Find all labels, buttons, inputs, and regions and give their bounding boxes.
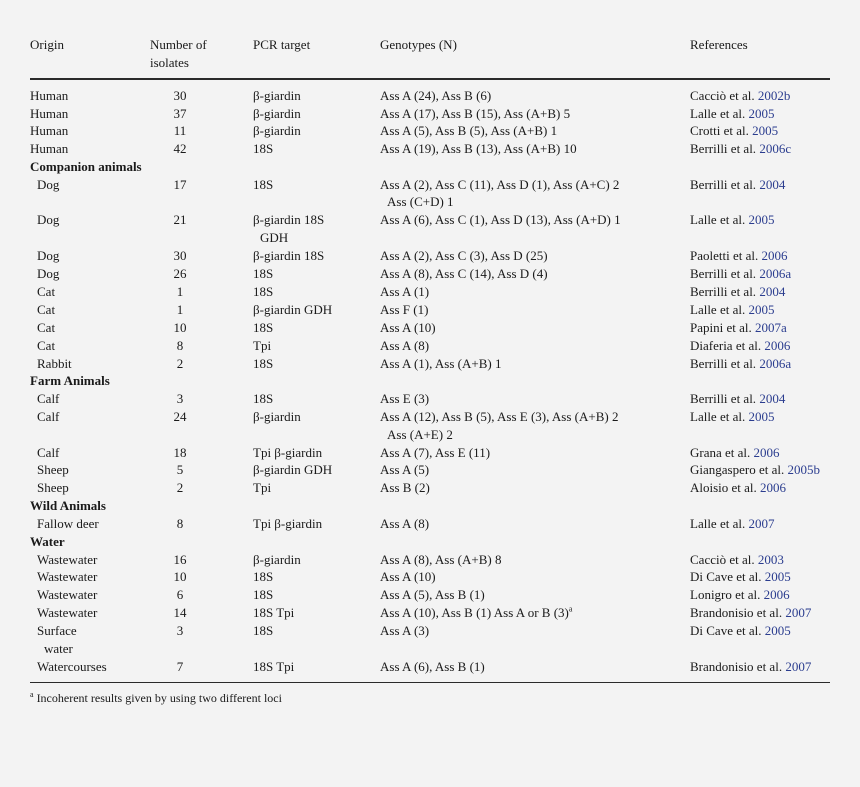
table-row <box>0 337 860 355</box>
reference-cell: Lalle et al. 2005 <box>690 409 775 424</box>
origin-cell: Sheep <box>37 462 69 477</box>
origin-cell: Cat <box>37 302 56 317</box>
genotypes-cell: Ass A (19), Ass B (13), Ass (A+B) 10 <box>380 141 577 156</box>
table-row-continuation <box>0 640 860 658</box>
isolates-cell: 30 <box>173 88 187 103</box>
pcr-cell: β-giardin <box>253 106 301 121</box>
table-row <box>0 390 860 408</box>
table-row <box>0 211 860 229</box>
reference-cell: Di Cave et al. 2005 <box>690 569 791 584</box>
reference-year-link[interactable]: 2006 <box>753 445 780 460</box>
table-row <box>0 444 860 462</box>
origin-cell: Surface <box>37 623 77 638</box>
pcr-cell: 18S <box>253 587 274 602</box>
reference-year-link[interactable]: 2006 <box>764 338 791 353</box>
header-pcr-target: PCR target <box>253 37 311 52</box>
origin-cell-continued: water <box>44 641 73 656</box>
reference-year-link[interactable]: 2006a <box>759 356 792 371</box>
table-row-continuation <box>0 193 860 211</box>
reference-year-link[interactable]: 2005 <box>764 623 791 638</box>
reference-year-link[interactable]: 2007a <box>755 320 787 335</box>
pcr-cell: β-giardin 18S <box>253 248 325 263</box>
reference-year-link[interactable]: 2007 <box>748 516 775 531</box>
genotypes-cell: Ass A (10) <box>380 569 436 584</box>
reference-cell: Brandonisio et al. 2007 <box>690 659 812 674</box>
reference-cell: Crotti et al. 2005 <box>690 123 779 138</box>
table-row <box>0 658 860 676</box>
reference-cell: Cacciò et al. 2002b <box>690 88 791 103</box>
table-row <box>0 140 860 158</box>
table-row-continuation <box>0 426 860 444</box>
isolates-cell: 17 <box>173 177 187 192</box>
reference-cell: Lalle et al. 2005 <box>690 302 775 317</box>
pcr-cell: β-giardin 18S <box>253 212 325 227</box>
reference-year-link[interactable]: 2006c <box>759 141 792 156</box>
reference-cell: Berrilli et al. 2006a <box>690 266 792 281</box>
genotypes-cell: Ass A (6), Ass C (1), Ass D (13), Ass (A+D) 1 <box>380 212 621 227</box>
reference-year-link[interactable]: 2005 <box>748 302 775 317</box>
pcr-cell: 18S <box>253 320 274 335</box>
header-number-line2: isolates <box>150 55 189 70</box>
genotypes-cell: Ass A (5) <box>380 462 430 477</box>
isolates-cell: 7 <box>176 659 184 674</box>
reference-cell: Lalle et al. 2005 <box>690 106 775 121</box>
genotypes-cell: Ass A (8) <box>380 338 430 353</box>
pcr-cell: Tpi <box>253 338 272 353</box>
section-heading-farm: Farm Animals <box>30 373 110 388</box>
reference-cell: Berrilli et al. 2004 <box>690 177 786 192</box>
isolates-cell: 10 <box>173 569 187 584</box>
pcr-cell: 18S Tpi <box>253 605 295 620</box>
table-row <box>0 176 860 194</box>
footnote-marker: a <box>568 604 573 614</box>
reference-year-link[interactable]: 2005 <box>764 569 791 584</box>
genotypes-cell: Ass A (12), Ass B (5), Ass E (3), Ass (A+B) 2 <box>380 409 619 424</box>
table-row <box>0 122 860 140</box>
reference-year-link[interactable]: 2004 <box>759 177 786 192</box>
reference-cell: Lalle et al. 2005 <box>690 212 775 227</box>
pcr-cell: Tpi β-giardin <box>253 445 323 460</box>
pcr-cell: 18S <box>253 623 274 638</box>
reference-cell: Di Cave et al. 2005 <box>690 623 791 638</box>
origin-cell: Cat <box>37 320 56 335</box>
genotypes-cell: Ass A (8), Ass C (14), Ass D (4) <box>380 266 548 281</box>
reference-cell: Paoletti et al. 2006 <box>690 248 788 263</box>
reference-cell: Berrilli et al. 2006a <box>690 356 792 371</box>
pcr-cell: Tpi β-giardin <box>253 516 323 531</box>
pcr-cell: 18S <box>253 284 274 299</box>
table-row <box>0 265 860 283</box>
pcr-cell: β-giardin <box>253 552 301 567</box>
pcr-cell: β-giardin <box>253 123 301 138</box>
origin-cell: Watercourses <box>37 659 107 674</box>
origin-cell: Calf <box>37 445 60 460</box>
section-heading-companion: Companion animals <box>30 159 142 174</box>
isolates-cell: 2 <box>176 356 184 371</box>
isolates-cell: 21 <box>173 212 187 227</box>
reference-cell: Cacciò et al. 2003 <box>690 552 784 567</box>
table-row <box>0 622 860 640</box>
reference-cell: Berrilli et al. 2004 <box>690 284 786 299</box>
table-row <box>0 301 860 319</box>
isolates-cell: 8 <box>176 516 184 531</box>
genotypes-cell: Ass A (8) <box>380 516 430 531</box>
genotypes-cell: Ass A (2), Ass C (11), Ass D (1), Ass (A+C) 2 <box>380 177 620 192</box>
table-row <box>0 604 860 622</box>
origin-cell: Wastewater <box>37 569 98 584</box>
table-row <box>0 105 860 123</box>
pcr-cell: 18S Tpi <box>253 659 295 674</box>
isolates-cell: 1 <box>176 302 184 317</box>
reference-year-link[interactable]: 2004 <box>759 391 786 406</box>
pcr-cell: 18S <box>253 266 274 281</box>
origin-cell: Rabbit <box>37 356 72 371</box>
pcr-cell: 18S <box>253 569 274 584</box>
origin-cell: Dog <box>37 212 60 227</box>
genotypes-cell: Ass A (17), Ass B (15), Ass (A+B) 5 <box>380 106 571 121</box>
bottom-rule <box>30 682 830 683</box>
genotypes-cell: Ass A (6), Ass B (1) <box>380 659 485 674</box>
pcr-cell: 18S <box>253 356 274 371</box>
table-footnote <box>30 690 282 706</box>
reference-cell: Lonigro et al. 2006 <box>690 587 790 602</box>
reference-cell: Aloisio et al. 2006 <box>690 480 787 495</box>
section-heading-water: Water <box>30 534 65 549</box>
origin-cell: Human <box>30 141 69 156</box>
section-heading-wild: Wild Animals <box>30 498 106 513</box>
reference-year-link[interactable]: 2005 <box>752 123 779 138</box>
isolates-cell: 1 <box>176 284 184 299</box>
genotypes-cell: Ass A (24), Ass B (6) <box>380 88 492 103</box>
pcr-cell: β-giardin <box>253 88 301 103</box>
origin-cell: Calf <box>37 391 60 406</box>
header-references: References <box>690 37 748 52</box>
table-row <box>0 408 860 426</box>
origin-cell: Cat <box>37 338 56 353</box>
genotypes-cell: Ass A (7), Ass E (11) <box>380 445 491 460</box>
isolates-cell: 30 <box>173 248 187 263</box>
pcr-cell: 18S <box>253 177 274 192</box>
reference-cell: Papini et al. 2007a <box>690 320 787 335</box>
footnote-text: Incoherent results given by using two different loci <box>36 691 282 705</box>
reference-year-link[interactable]: 2007 <box>785 605 812 620</box>
table-row <box>0 568 860 586</box>
isolates-cell: 11 <box>173 123 187 138</box>
genotypes-cell: Ass A (1) <box>380 284 430 299</box>
table-row <box>0 355 860 373</box>
table-row <box>0 247 860 265</box>
genotypes-cell: Ass A (10), Ass B (1) Ass A or B $(3)^a$ <box>380 604 573 620</box>
isolates-cell: 6 <box>176 587 184 602</box>
genotypes-cell: Ass A (10) <box>380 320 436 335</box>
header-origin: Origin <box>30 37 64 52</box>
pcr-cell-continued: GDH <box>260 230 289 245</box>
pcr-cell: β-giardin GDH <box>253 302 333 317</box>
reference-cell: Lalle et al. 2007 <box>690 516 775 531</box>
isolates-cell: 24 <box>173 409 187 424</box>
isolates-cell: 5 <box>176 462 184 477</box>
pcr-cell: 18S <box>253 391 274 406</box>
origin-cell: Human <box>30 123 69 138</box>
reference-year-link[interactable]: 2005 <box>748 106 775 121</box>
origin-cell: Human <box>30 106 69 121</box>
table-row <box>0 551 860 569</box>
pcr-cell: β-giardin GDH <box>253 462 333 477</box>
genotypes-cell-continued: Ass (C+D) 1 <box>387 194 454 209</box>
reference-year-link[interactable]: 2007 <box>785 659 812 674</box>
genotypes-cell: Ass F (1) <box>380 302 429 317</box>
origin-cell: Sheep <box>37 480 69 495</box>
origin-cell: Fallow deer <box>37 516 99 531</box>
table-row <box>0 515 860 533</box>
genotypes-cell: Ass A (1), Ass (A+B) 1 <box>380 356 502 371</box>
reference-year-link[interactable]: 2006 <box>763 587 790 602</box>
table-row <box>0 87 860 105</box>
reference-cell: Brandonisio et al. 2007 <box>690 605 812 620</box>
reference-year-link[interactable]: 2005b <box>787 462 820 477</box>
reference-year-link[interactable]: 2006 <box>760 480 787 495</box>
reference-year-link[interactable]: 2006a <box>759 266 792 281</box>
pcr-cell: 18S <box>253 141 274 156</box>
pcr-cell: Tpi <box>253 480 272 495</box>
isolates-cell: 2 <box>176 480 184 495</box>
genotypes-cell: Ass E (3) <box>380 391 430 406</box>
origin-cell: Calf <box>37 409 60 424</box>
isolates-cell: 10 <box>173 320 187 335</box>
genotypes-cell: Ass B (2) <box>380 480 430 495</box>
isolates-cell: 3 <box>176 391 184 406</box>
isolates-cell: 3 <box>176 623 184 638</box>
table-row-continuation <box>0 229 860 247</box>
genotypes-cell: Ass A (8), Ass (A+B) 8 <box>380 552 502 567</box>
reference-year-link[interactable]: 2002b <box>757 88 791 103</box>
origin-cell: Dog <box>37 248 60 263</box>
reference-cell: Berrilli et al. 2006c <box>690 141 792 156</box>
isolates-cell: 37 <box>173 106 187 121</box>
genotypes-cell: Ass A (5), Ass B (1) <box>380 587 485 602</box>
isolates-cell: 14 <box>173 605 187 620</box>
table-row <box>0 461 860 479</box>
reference-year-link[interactable]: 2004 <box>759 284 786 299</box>
origin-cell: Human <box>30 88 69 103</box>
origin-cell: Cat <box>37 284 56 299</box>
reference-cell: Giangaspero et al. 2005b <box>690 462 820 477</box>
table-row <box>0 479 860 497</box>
isolates-cell: 16 <box>173 552 187 567</box>
genotypes-cell: Ass A (3) <box>380 623 430 638</box>
origin-cell: Wastewater <box>37 587 98 602</box>
isolates-cell: 26 <box>173 266 187 281</box>
reference-year-link[interactable]: 2003 <box>757 552 784 567</box>
header-rule <box>30 78 830 80</box>
reference-year-link[interactable]: 2006 <box>761 248 788 263</box>
isolates-cell: 42 <box>173 141 187 156</box>
pcr-cell: β-giardin <box>253 409 301 424</box>
header-genotypes: Genotypes (N) <box>380 37 457 52</box>
table-row <box>0 319 860 337</box>
origin-cell: Dog <box>37 266 60 281</box>
origin-cell: Wastewater <box>37 552 98 567</box>
reference-cell: Diaferia et al. 2006 <box>690 338 791 353</box>
footnote-mark: a <box>30 690 34 699</box>
table-row <box>0 283 860 301</box>
reference-year-link[interactable]: 2005 <box>748 409 775 424</box>
reference-cell: Berrilli et al. 2004 <box>690 391 786 406</box>
origin-cell: Wastewater <box>37 605 98 620</box>
origin-cell: Dog <box>37 177 60 192</box>
header-number-of-isolates <box>150 36 230 72</box>
genotypes-cell-continued: Ass (A+E) 2 <box>387 427 453 442</box>
isolates-cell: 18 <box>173 445 187 460</box>
header-number-line1: Number of <box>150 37 207 52</box>
table-row <box>0 586 860 604</box>
isolates-cell: 8 <box>176 338 184 353</box>
reference-cell: Grana et al. 2006 <box>690 445 780 460</box>
reference-year-link[interactable]: 2005 <box>748 212 775 227</box>
genotypes-cell: Ass A (5), Ass B (5), Ass (A+B) 1 <box>380 123 558 138</box>
genotypes-cell: Ass A (2), Ass C (3), Ass D (25) <box>380 248 548 263</box>
